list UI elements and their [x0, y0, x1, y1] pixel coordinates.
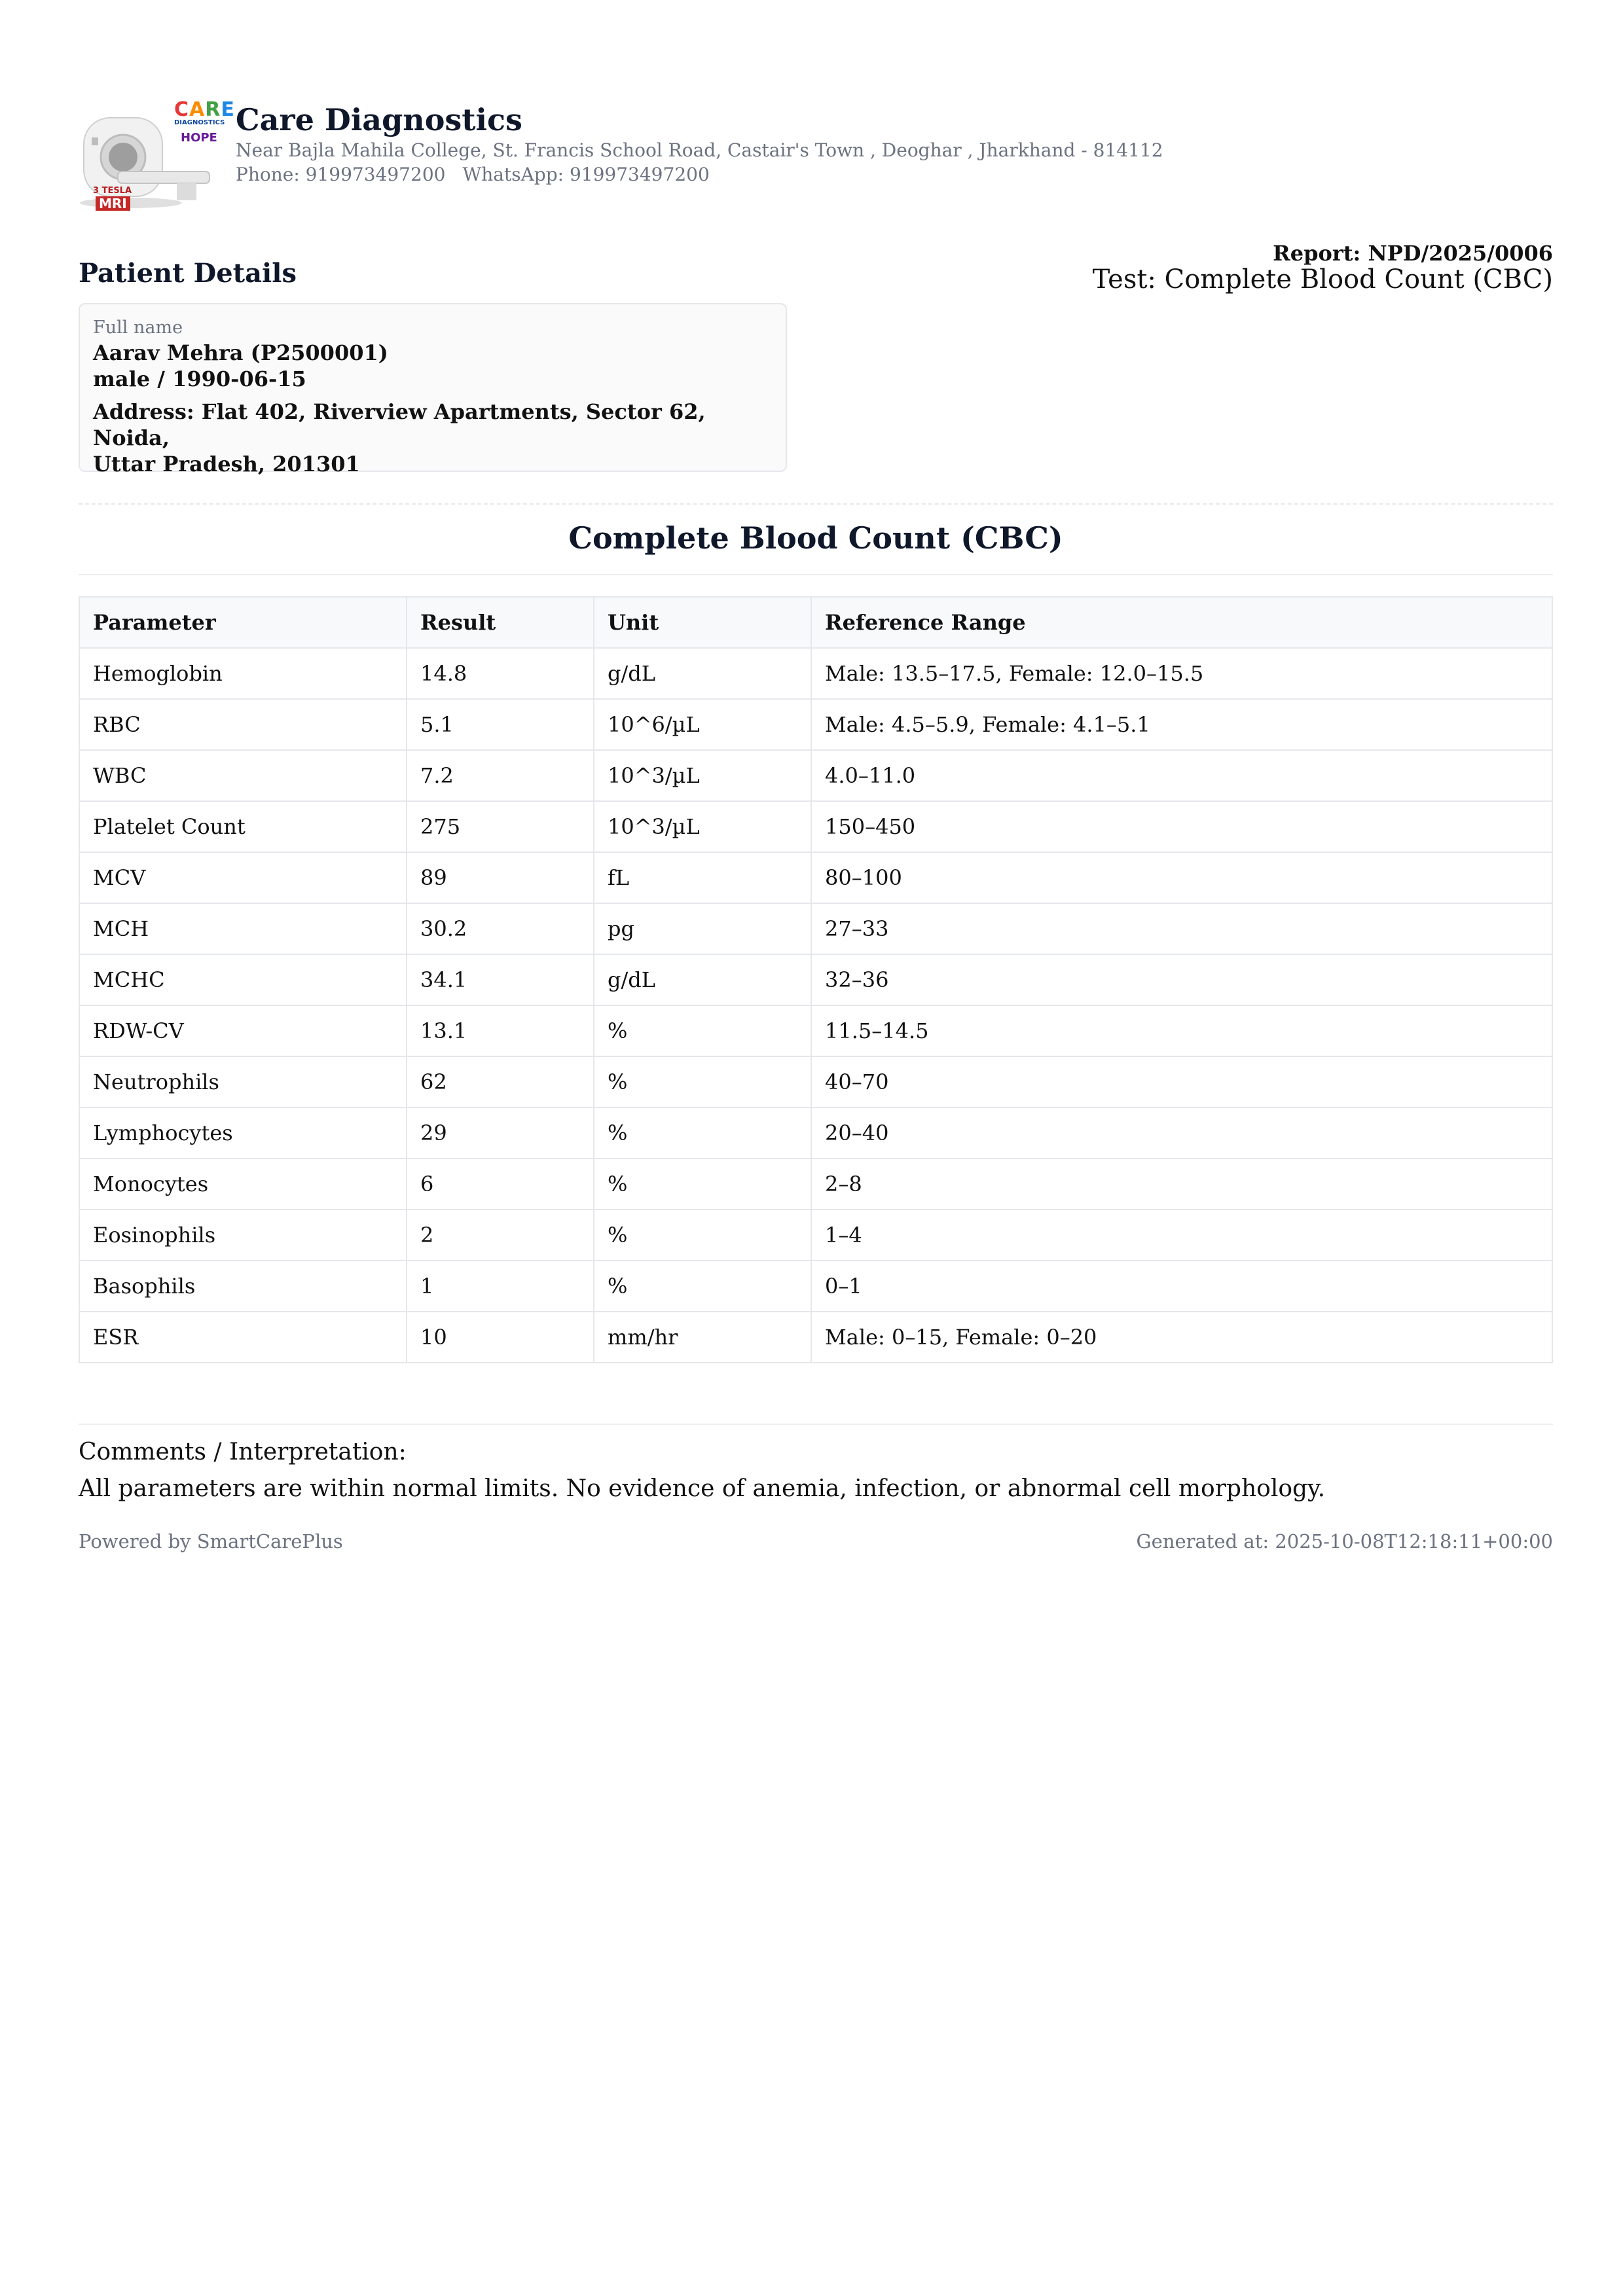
cell-result: 34.1: [407, 954, 594, 1005]
cell-unit: 10^6/µL: [594, 699, 811, 750]
table-row: [79, 1261, 1552, 1312]
cell-unit: %: [594, 1261, 811, 1312]
cell-unit: g/dL: [594, 648, 811, 699]
cell-reference-range: Male: 4.5–5.9, Female: 4.1–5.1: [811, 699, 1552, 750]
cell-unit: pg: [594, 903, 811, 954]
cell-result: 10: [407, 1312, 594, 1363]
table-header-row: [79, 597, 1552, 648]
cell-reference-range: 32–36: [811, 954, 1552, 1005]
patient-details-card: [79, 303, 787, 476]
cell-unit: g/dL: [594, 954, 811, 1005]
cell-reference-range: 150–450: [811, 801, 1552, 852]
cell-unit: %: [594, 1056, 811, 1107]
patient-details-title: Patient Details: [79, 258, 297, 289]
cell-parameter: RDW-CV: [79, 1005, 407, 1056]
cell-reference-range: 2–8: [811, 1158, 1552, 1210]
cell-parameter: Hemoglobin: [79, 648, 407, 699]
cell-parameter: MCHC: [79, 954, 407, 1005]
cell-parameter: Basophils: [79, 1261, 407, 1312]
header-reference-range: Reference Range: [811, 597, 1552, 648]
lab-contact: [236, 162, 1163, 187]
logo-wordmark: CARE: [174, 98, 235, 121]
cell-result: 5.1: [407, 699, 594, 750]
cell-result: 1: [407, 1261, 594, 1312]
lab-logo: [79, 98, 235, 213]
header-parameter: Parameter: [79, 597, 407, 648]
table-row: [79, 954, 1552, 1005]
lab-header: [79, 98, 1553, 223]
cell-unit: %: [594, 1005, 811, 1056]
logo-hope: HOPE: [181, 131, 217, 145]
comments-text: All parameters are within normal limits. No evidence of anemia, infection, or abnormal cell morphology.: [79, 1475, 1326, 1502]
cell-result: 275: [407, 801, 594, 852]
cell-unit: 10^3/µL: [594, 801, 811, 852]
table-row: [79, 648, 1552, 699]
cell-reference-range: 27–33: [811, 903, 1552, 954]
cell-result: 89: [407, 852, 594, 903]
table-row: [79, 699, 1552, 750]
lab-phone: Phone: 919973497200: [236, 164, 446, 185]
generated-at: Generated at: 2025-10-08T12:18:11+00:00: [1136, 1530, 1553, 1552]
table-row: [79, 750, 1552, 801]
patient-address: Address: Flat 402, Riverview Apartments, Sector 62, Noida, Uttar Pradesh, 201301: [93, 399, 706, 476]
cell-reference-range: 20–40: [811, 1107, 1552, 1158]
cell-unit: fL: [594, 852, 811, 903]
title-divider: [79, 574, 1553, 575]
table-row: [79, 1312, 1552, 1363]
cell-result: 62: [407, 1056, 594, 1107]
cell-unit: mm/hr: [594, 1312, 811, 1363]
cell-parameter: WBC: [79, 750, 407, 801]
cell-reference-range: Male: 0–15, Female: 0–20: [811, 1312, 1552, 1363]
table-row: [79, 1210, 1552, 1261]
comments-divider: [79, 1424, 1553, 1425]
cell-reference-range: 11.5–14.5: [811, 1005, 1552, 1056]
patient-name: Aarav Mehra (P2500001): [93, 340, 388, 365]
report-number: Report: NPD/2025/0006: [1273, 241, 1553, 266]
report-test-name: Test: Complete Blood Count (CBC): [1092, 264, 1553, 295]
table-row: [79, 852, 1552, 903]
patient-name-label: Full name: [93, 317, 183, 338]
table-row: [79, 1158, 1552, 1210]
cell-reference-range: 80–100: [811, 852, 1552, 903]
cell-reference-range: 40–70: [811, 1056, 1552, 1107]
table-row: [79, 1005, 1552, 1056]
cell-result: 7.2: [407, 750, 594, 801]
lab-whatsapp: WhatsApp: 919973497200: [462, 164, 710, 185]
lab-info: [236, 98, 1163, 187]
lab-address: Near Bajla Mahila College, St. Francis School Road, Castair's Town , Deoghar , Jharkhand - 814112: [236, 139, 1163, 161]
cell-unit: %: [594, 1107, 811, 1158]
header-result: Result: [407, 597, 594, 648]
test-title: Complete Blood Count (CBC): [568, 520, 1063, 556]
cell-parameter: Platelet Count: [79, 801, 407, 852]
cell-parameter: Monocytes: [79, 1158, 407, 1210]
results-table: [79, 596, 1553, 1363]
cell-parameter: Neutrophils: [79, 1056, 407, 1107]
comments-label: Comments / Interpretation:: [79, 1439, 407, 1465]
cell-result: 13.1: [407, 1005, 594, 1056]
cell-result: 14.8: [407, 648, 594, 699]
table-row: [79, 1107, 1552, 1158]
cell-parameter: Eosinophils: [79, 1210, 407, 1261]
cell-reference-range: 1–4: [811, 1210, 1552, 1261]
cell-reference-range: 4.0–11.0: [811, 750, 1552, 801]
table-row: [79, 801, 1552, 852]
cell-parameter: MCV: [79, 852, 407, 903]
powered-by: Powered by SmartCarePlus: [79, 1530, 343, 1552]
cell-result: 29: [407, 1107, 594, 1158]
lab-name: Care Diagnostics: [236, 102, 522, 137]
patient-gender-dob: male / 1990-06-15: [93, 367, 306, 391]
section-divider: [79, 503, 1553, 505]
cell-reference-range: 0–1: [811, 1261, 1552, 1312]
header-unit: Unit: [594, 597, 811, 648]
cell-parameter: Lymphocytes: [79, 1107, 407, 1158]
report-page: [79, 98, 1553, 1552]
cell-parameter: RBC: [79, 699, 407, 750]
cell-parameter: MCH: [79, 903, 407, 954]
table-row: [79, 1056, 1552, 1107]
cell-unit: %: [594, 1158, 811, 1210]
cell-parameter: ESR: [79, 1312, 407, 1363]
logo-badge-tesla: 3 TESLA: [93, 186, 132, 196]
cell-reference-range: Male: 13.5–17.5, Female: 12.0–15.5: [811, 648, 1552, 699]
table-row: [79, 903, 1552, 954]
cell-result: 30.2: [407, 903, 594, 954]
logo-subtitle: DIAGNOSTICS: [174, 119, 225, 126]
cell-result: 6: [407, 1158, 594, 1210]
cell-unit: %: [594, 1210, 811, 1261]
cell-result: 2: [407, 1210, 594, 1261]
logo-badge-mri: MRI: [96, 196, 130, 211]
cell-unit: 10^3/µL: [594, 750, 811, 801]
